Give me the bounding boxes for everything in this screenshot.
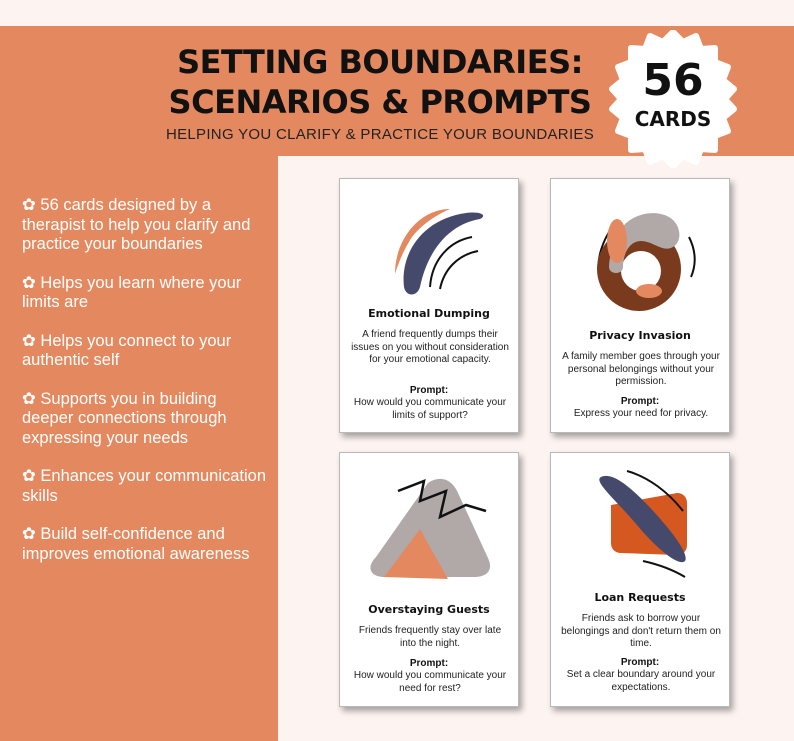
title-line-2: SCENARIOS & PROMPTS: [168, 83, 592, 121]
feature-item: ✿ Supports you in building deeper connections through expressing your needs: [22, 389, 227, 447]
card-title: Emotional Dumping: [368, 307, 490, 320]
card-scenario: A family member goes through your personal belongings without your permission.: [562, 351, 720, 387]
card-privacy-invasion: [550, 178, 730, 433]
card-title: Privacy Invasion: [589, 329, 691, 342]
feature-item: ✿ Enhances your communication skills: [22, 467, 267, 505]
card-prompt-label: Prompt:: [409, 385, 449, 396]
feature-item: ✿ 56 cards designed by a therapist to help you clarify and practice your boundaries: [22, 196, 251, 253]
card-overstaying-guests: [339, 452, 519, 707]
page-title: [150, 42, 610, 122]
card-prompt-label: Prompt:: [620, 657, 660, 668]
feature-item: ✿ Helps you learn where your limits are: [22, 273, 242, 311]
badge-label: CARDS: [634, 107, 712, 131]
card-prompt: How would you communicate your need for rest?: [353, 670, 507, 694]
card-loan-requests: [550, 452, 730, 707]
features-panel: [0, 156, 278, 741]
card-emotional-dumping: [339, 178, 519, 433]
features-list: [22, 196, 272, 583]
card-prompt-label: Prompt:: [620, 396, 660, 407]
page-subtitle: HELPING YOU CLARIFY & PRACTICE YOUR BOUNDARIES: [165, 126, 595, 143]
card-title: Loan Requests: [594, 591, 686, 604]
card-scenario: Friends ask to borrow your belongings and don't return them on time.: [561, 613, 721, 649]
card-prompt: Express your need for privacy.: [573, 408, 709, 419]
card-scenario: Friends frequently stay over late into the night.: [358, 625, 502, 649]
title-line-1: SETTING BOUNDARIES:: [177, 43, 583, 81]
badge-number: 56: [642, 55, 704, 106]
card-prompt: Set a clear boundary around your expectations.: [566, 669, 716, 693]
feature-item: ✿ Build self-confidence and improves emotional awareness: [22, 525, 250, 563]
card-prompt-label: Prompt:: [409, 658, 449, 669]
card-title: Overstaying Guests: [368, 603, 490, 616]
feature-item: ✿ Helps you connect to your authentic self: [22, 331, 232, 369]
card-scenario: A friend frequently dumps their issues on you without consideration for your emotional capacity.: [351, 329, 509, 365]
card-count-badge: [604, 30, 742, 168]
card-prompt: How would you communicate your limits of support?: [353, 397, 507, 421]
